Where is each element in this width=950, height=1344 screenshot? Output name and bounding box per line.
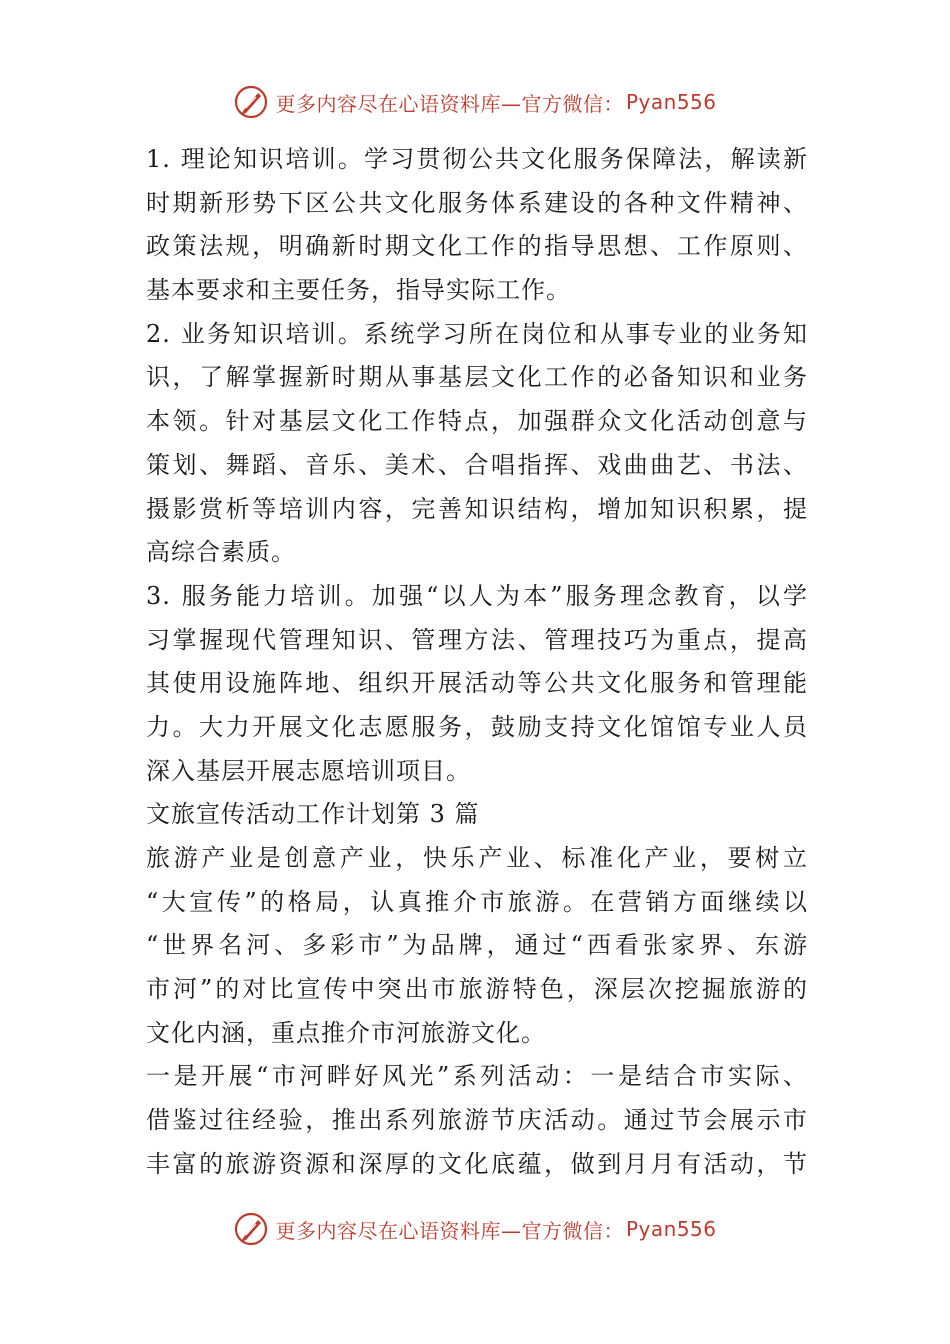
text-line: “世界名河、多彩市”为品牌，通过“西看张家界、东游 bbox=[146, 931, 808, 960]
text-line: 旅游产业是创意产业，快乐产业、标准化产业，要树立 bbox=[146, 844, 808, 872]
text-line: 高综合素质。 bbox=[146, 538, 296, 567]
text-line: 市河”的对比宣传中突出市旅游特色，深层次挖掘旅游的 bbox=[146, 975, 808, 1004]
header-banner bbox=[0, 82, 950, 122]
text-line: 借鉴过往经验，推出系列旅游节庆活动。通过节会展示市 bbox=[146, 1106, 808, 1135]
text-line: 文化内涵，重点推介市河旅游文化。 bbox=[146, 1018, 546, 1047]
text-line: 3. 服务能力培训。加强“以人为本”服务理念教育，以学 bbox=[146, 581, 808, 610]
text-line: 力。大力开展文化志愿服务，鼓励支持文化馆馆专业人员 bbox=[146, 712, 808, 741]
document-body bbox=[146, 138, 808, 1187]
footer-banner bbox=[0, 1209, 950, 1249]
text-line: 其使用设施阵地、组织开展活动等公共文化服务和管理能 bbox=[146, 669, 808, 698]
text-line: 政策法规，明确新时期文化工作的指导思想、工作原则、 bbox=[146, 232, 808, 261]
text-line: 2. 业务知识培训。系统学习所在岗位和从事专业的业务知 bbox=[146, 319, 808, 348]
text-line: 一是开展“市河畔好风光”系列活动：一是结合市实际、 bbox=[146, 1062, 808, 1091]
banner-wechat-id: Pyan556 bbox=[625, 90, 717, 114]
quill-logo-icon bbox=[233, 84, 269, 120]
text-line: 基本要求和主要任务，指导实际工作。 bbox=[146, 276, 571, 305]
text-line: 策划、舞蹈、音乐、美术、合唱指挥、戏曲曲艺、书法、 bbox=[146, 450, 808, 479]
banner-wechat-id: Pyan556 bbox=[625, 1217, 717, 1241]
text-line: 时期新形势下区公共文化服务体系建设的各种文件精神、 bbox=[146, 188, 808, 217]
text-line: 识，了解掌握新时期从事基层文化工作的必备知识和业务 bbox=[146, 363, 808, 392]
banner-text: 更多内容尽在心语资料库—官方微信： bbox=[275, 91, 624, 116]
text-line: 丰富的旅游资源和深厚的文化底蕴，做到月月有活动，节 bbox=[146, 1149, 808, 1178]
text-line: 本领。针对基层文化工作特点，加强群众文化活动创意与 bbox=[146, 407, 808, 436]
text-line: 深入基层开展志愿培训项目。 bbox=[146, 756, 471, 785]
text-line: 1. 理论知识培训。学习贯彻公共文化服务保障法，解读新 bbox=[146, 145, 808, 173]
quill-logo-icon bbox=[233, 1211, 269, 1247]
text-line: 摄影赏析等培训内容，完善知识结构，增加知识积累，提 bbox=[146, 494, 808, 523]
banner-text: 更多内容尽在心语资料库—官方微信： bbox=[275, 1218, 624, 1243]
text-line: “大宣传”的格局，认真推介市旅游。在营销方面继续以 bbox=[146, 887, 808, 916]
text-line: 文旅宣传活动工作计划第 3 篇 bbox=[146, 800, 480, 829]
text-line: 习掌握现代管理知识、管理方法、管理技巧为重点，提高 bbox=[146, 625, 808, 654]
